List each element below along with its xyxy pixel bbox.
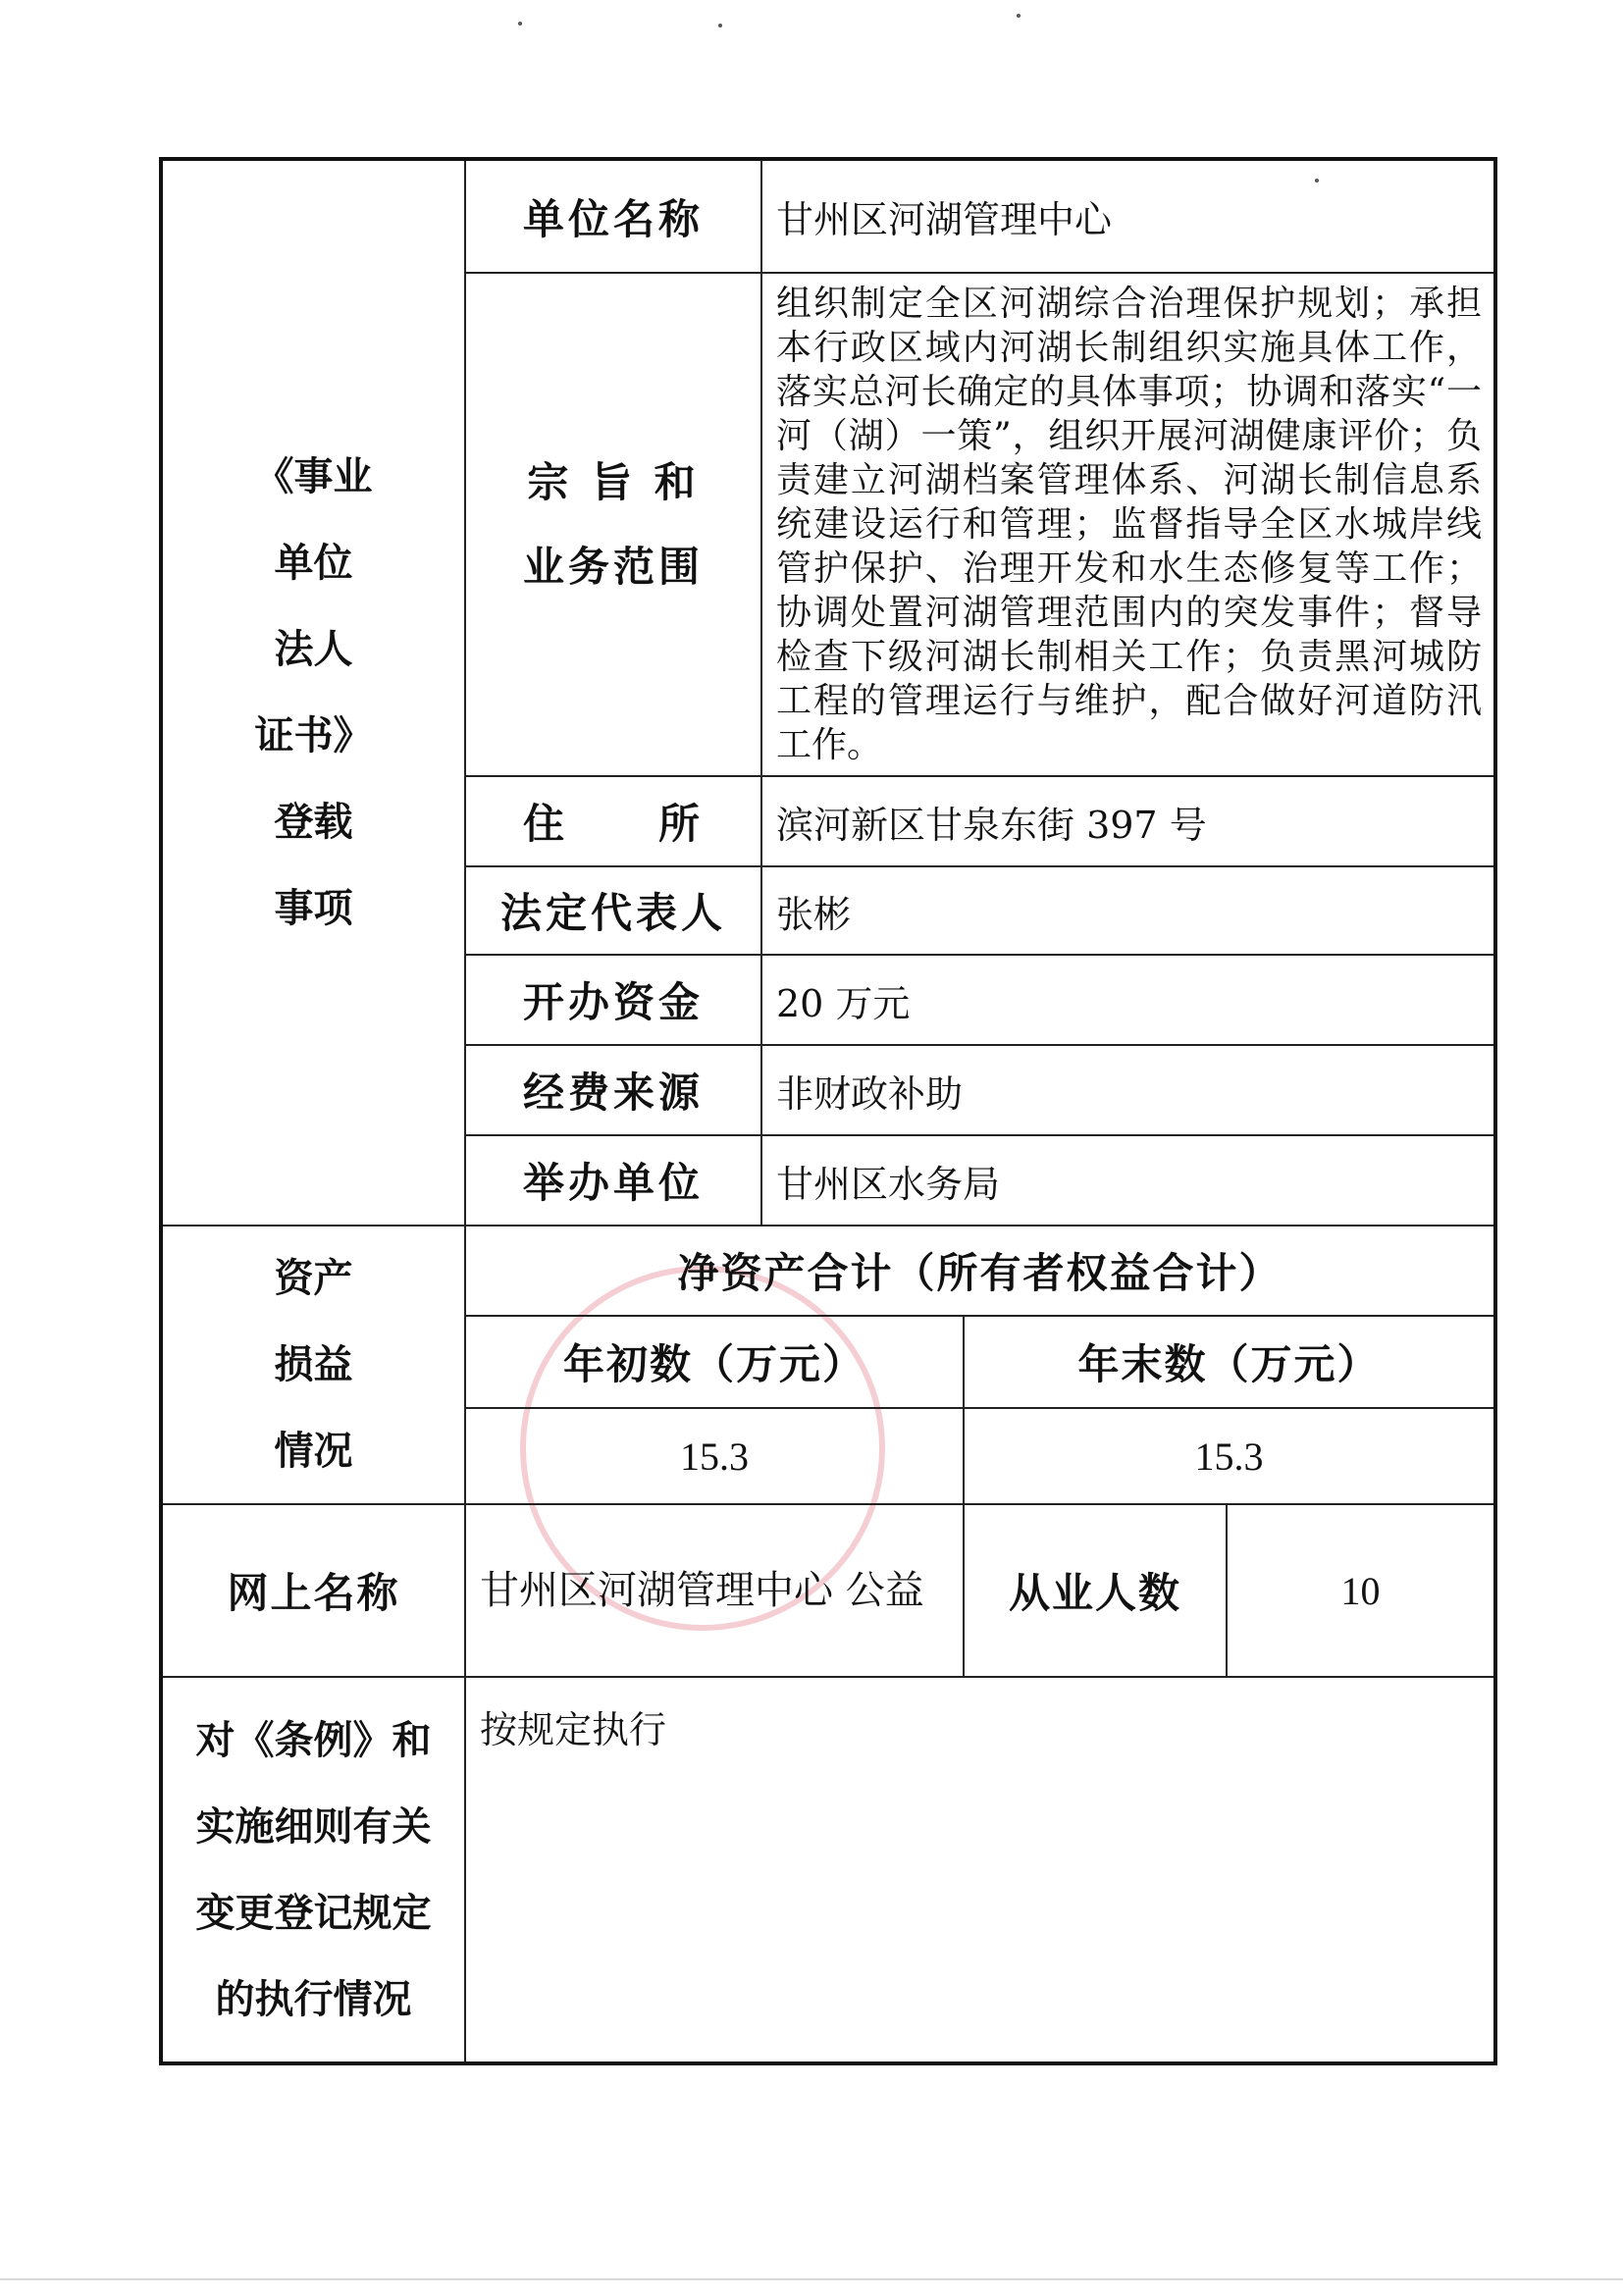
net-assets-header: 净资产合计（所有者权益合计） — [465, 1226, 1495, 1316]
regulation-label-line: 实施细则有关 — [195, 1802, 432, 1850]
assets-label-line: 情况 — [274, 1428, 353, 1474]
regulation-label-line: 对《条例》和 — [195, 1716, 432, 1763]
certificate-section-label — [161, 159, 465, 1226]
certificate-label-line: 《事业 — [254, 453, 373, 499]
scan-speck — [1017, 14, 1021, 18]
assets-label-line: 资产 — [274, 1255, 353, 1301]
staff-count-label: 从业人数 — [964, 1504, 1227, 1677]
certificate-label-line: 单位 — [274, 540, 353, 586]
purpose-label-line: 宗 旨 和 — [527, 457, 700, 506]
scan-speck — [718, 24, 722, 27]
regulation-label-line: 的执行情况 — [215, 1975, 412, 2022]
year-end-header: 年末数（万元） — [964, 1316, 1495, 1408]
purpose-label-line: 业务范围 — [522, 542, 704, 591]
year-begin-header: 年初数（万元） — [465, 1316, 964, 1408]
funding-source-value: 非财政补助 — [761, 1045, 1495, 1135]
regulation-execution-value: 按规定执行 — [465, 1677, 1495, 2063]
sponsor-unit-value: 甘州区水务局 — [761, 1135, 1495, 1226]
certificate-label-line: 证书》 — [254, 712, 373, 758]
regulation-execution-label — [161, 1677, 465, 2063]
certificate-label-line: 登载 — [274, 799, 353, 845]
staff-count-value: 10 — [1227, 1504, 1495, 1677]
capital-label: 开办资金 — [465, 955, 761, 1045]
online-name-label: 网上名称 — [161, 1504, 465, 1677]
unit-name-label: 单位名称 — [465, 159, 761, 273]
funding-source-label: 经费来源 — [465, 1045, 761, 1135]
legal-representative-value: 张彬 — [761, 866, 1495, 955]
certificate-label-line: 法人 — [274, 626, 353, 672]
purpose-label — [465, 273, 761, 776]
regulation-label-line: 变更登记规定 — [195, 1889, 432, 1936]
assets-section-label — [161, 1226, 465, 1504]
certificate-label-line: 事项 — [274, 885, 353, 931]
online-name-value: 甘州区河湖管理中心 公益 — [465, 1504, 964, 1677]
scan-edge-line — [0, 2278, 1623, 2280]
purpose-value: 组织制定全区河湖综合治理保护规划；承担本行政区域内河湖长制组织实施具体工作，落实总河长确定的具体事项；协调和落实“一河（湖）一策”，组织开展河湖健康评价；负责建立河湖档案管理体系、河湖长制信息系统建设运行和管理；监督指导全区水城岸线管护保护、治理开发和水生态修复等工作；协调处置河湖管理范围内的突发事件；督导检查下级河湖长制相关工作；负责黑河城防工程的管理运行与维护，配合做好河道防汛工作。 — [761, 273, 1495, 776]
address-value: 滨河新区甘泉东街 397 号 — [761, 776, 1495, 866]
year-end-value: 15.3 — [964, 1408, 1495, 1504]
unit-name-value: 甘州区河湖管理中心 — [761, 159, 1495, 273]
sponsor-unit-label: 举办单位 — [465, 1135, 761, 1226]
address-label: 住 所 — [465, 776, 761, 866]
scan-speck — [518, 22, 522, 26]
year-begin-value: 15.3 — [465, 1408, 964, 1504]
legal-representative-label: 法定代表人 — [465, 866, 761, 955]
registration-form-table — [159, 157, 1497, 2065]
capital-value: 20 万元 — [761, 955, 1495, 1045]
assets-label-line: 损益 — [274, 1341, 353, 1387]
